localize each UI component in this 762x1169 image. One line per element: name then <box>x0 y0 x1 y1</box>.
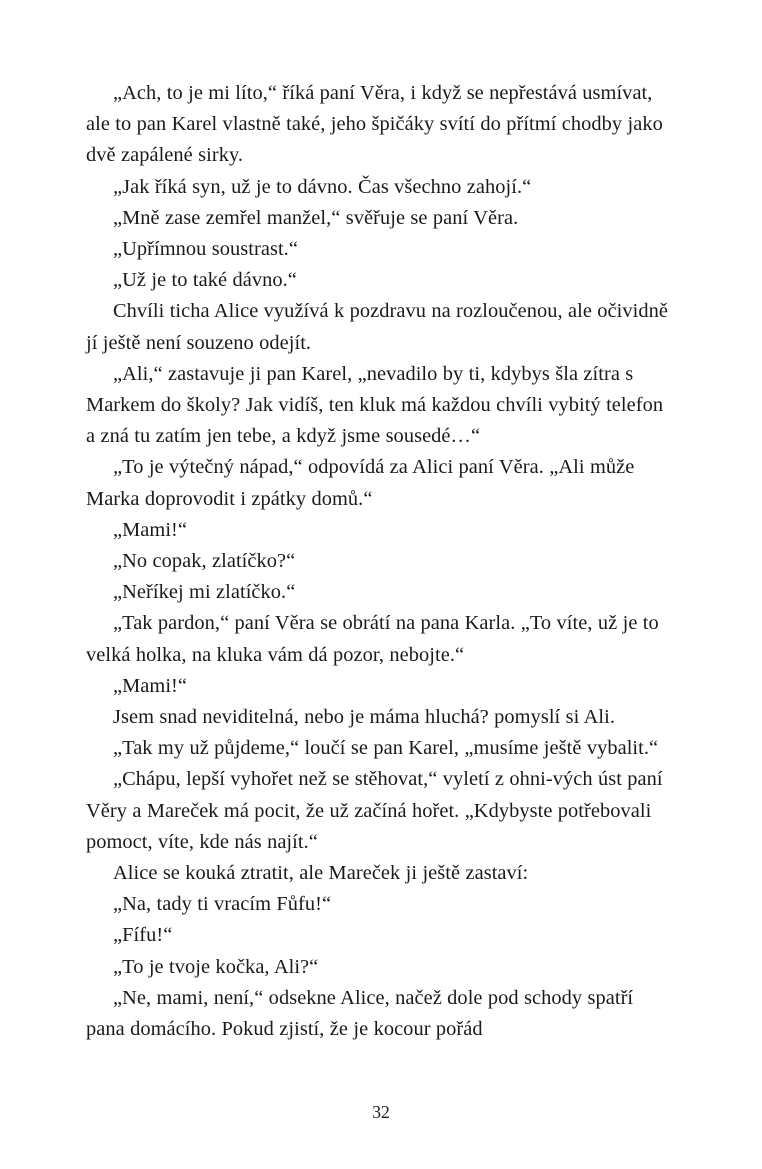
paragraph: „Ali,“ zastavuje ji pan Karel, „nevadilo by ti, kdybys šla zítra s Markem do školy? Jak vidíš, ten kluk má každou chvíli vybitý telefon a zná tu zatím jen tebe, a když jsme sousedé…“ <box>86 362 664 448</box>
paragraph: „Ach, to je mi líto,“ říká paní Věra, i když se nepřestává usmívat, ale to pan Karel vlastně také, jeho špičáky svítí do přítmí chodby jako dvě zapálené sirky. <box>86 82 663 167</box>
paragraph: Jsem snad neviditelná, nebo je máma hluchá? pomyslí si Ali. <box>113 706 615 729</box>
paragraph: „Na, tady ti vracím Fůfu!“ <box>113 893 332 916</box>
paragraph: „Tak my už půjdeme,“ loučí se pan Karel, „musíme ještě vybalit.“ <box>113 737 659 760</box>
paragraph: Chvíli ticha Alice využívá k pozdravu na rozloučenou, ale očividně jí ještě není souzeno odejít. <box>86 300 668 354</box>
paragraph: Alice se kouká ztratit, ale Mareček ji ještě zastaví: <box>113 862 529 885</box>
paragraph: „Mami!“ <box>113 518 188 541</box>
paragraph: „Ne, mami, není,“ odsekne Alice, načež dole pod schody spatří pana domácího. Pokud zjistí, že je kocour pořád <box>86 986 634 1041</box>
paragraph: „To je tvoje kočka, Ali?“ <box>113 955 319 978</box>
paragraph: „Jak říká syn, už je to dávno. Čas všechno zahojí.“ <box>113 175 532 198</box>
page-body <box>86 78 676 1045</box>
paragraph: „Mně zase zemřel manžel,“ svěřuje se paní Věra. <box>113 206 519 229</box>
paragraph: „To je výtečný nápad,“ odpovídá za Alici paní Věra. „Ali může Marka doprovodit i zpátky domů.“ <box>86 456 635 510</box>
paragraph: „No copak, zlatíčko?“ <box>113 550 296 573</box>
paragraph: „Tak pardon,“ paní Věra se obrátí na pana Karla. „To víte, už je to velká holka, na kluka vám dá pozor, nebojte.“ <box>86 612 659 666</box>
paragraph: „Chápu, lepší vyhořet než se stěhovat,“ vyletí z ohni-vých úst paní Věry a Mareček má pocit, že už začíná hořet. „Kdybyste potřebovali pomoct, víte, kde nás najít.“ <box>86 768 663 853</box>
paragraph: „Už je to také dávno.“ <box>113 269 297 292</box>
paragraph: „Mami!“ <box>113 674 188 697</box>
paragraph: „Upřímnou soustrast.“ <box>113 238 298 261</box>
paragraph: „Neříkej mi zlatíčko.“ <box>113 581 296 604</box>
page-number: 32 <box>372 1102 390 1122</box>
paragraph: „Fífu!“ <box>113 924 173 947</box>
